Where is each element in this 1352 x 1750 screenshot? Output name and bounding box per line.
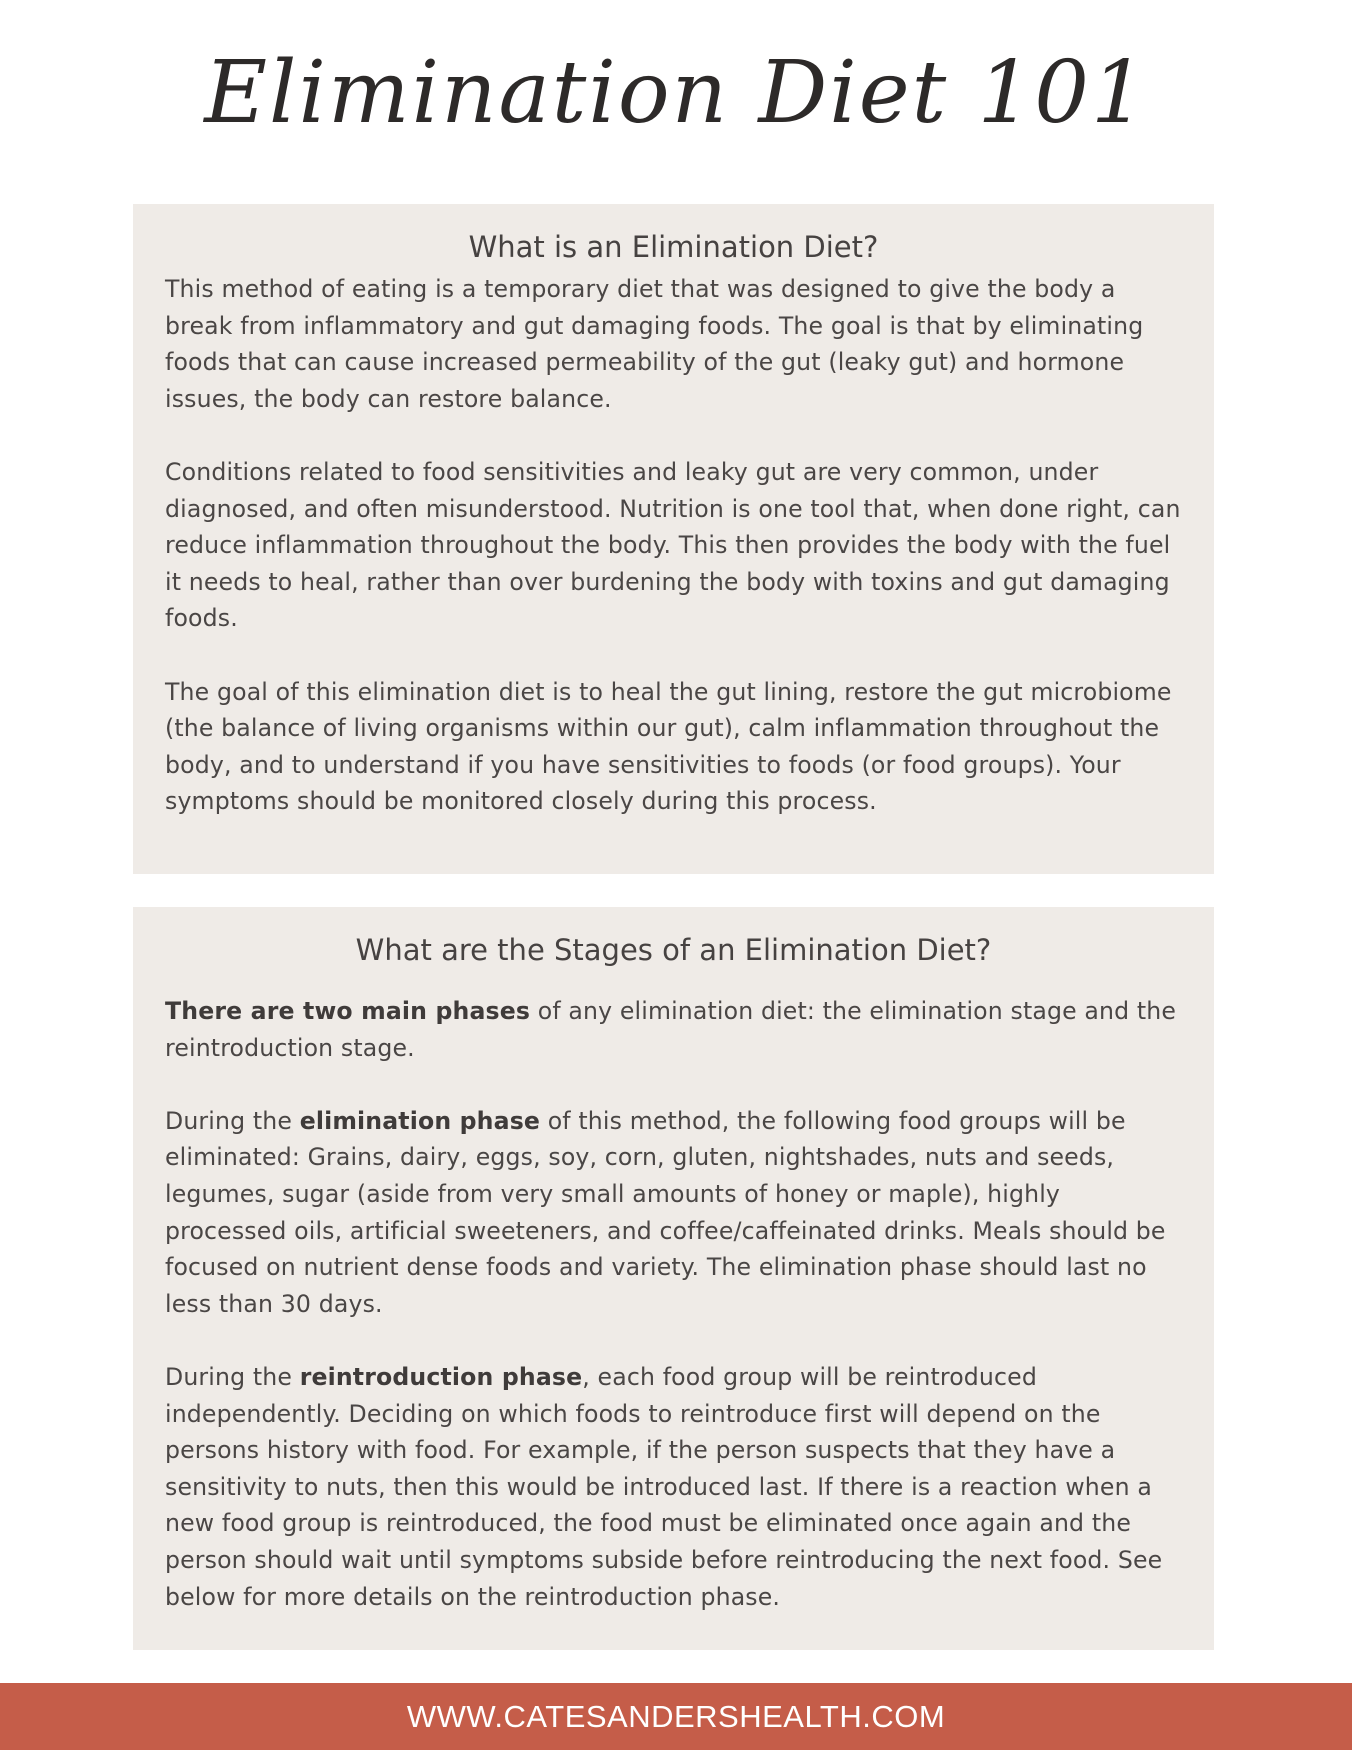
paragraph: This method of eating is a temporary diet that was designed to give the body a break from inflammatory and gut damaging foods. The goal is that by eliminating foods that can cause increased permeability of the gut (leaky gut) and hormone issues, the body can restore balance. [165,275,1144,413]
paragraph-text: of this method, the following food groups will be eliminated: Grains, dairy, eggs, soy, corn, gluten, nightshades, nuts and seeds, legumes, sugar (aside from very small amounts of honey or maple), highly processed oils, artificial sweeteners, and coffee/caffeinated drinks. Meals should be focused on nutrient dense foods and variety. The elimination phase should last no less than 30 days. [165,1106,1166,1318]
paragraph-text: During the [165,1106,300,1135]
paragraph [165,1359,1182,1615]
footer-banner [0,1683,1352,1750]
section-heading: What are the Stages of an Elimination Diet? [355,933,992,967]
paragraph [165,1103,1182,1323]
bold-phrase: elimination phase [299,1106,541,1135]
bold-phrase: There are two main phases [165,997,531,1025]
paragraph: The goal of this elimination diet is to heal the gut lining, restore the gut microbiome (the balance of living organisms within our gut), calm inflammation throughout the body, and to understand if you have sensitivities to foods (or food groups). Your symptoms should be monitored closely during this process. [165,677,1172,816]
page-title: Elimination Diet 101 [204,43,1148,143]
paragraph: Conditions related to food sensitivities and leaky gut are very common, under diagnosed, and often misunderstood. Nutrition is one tool that, when done right, can reduce inflammation throughout the body. This then provides the body with the fuel it needs to heal, rather than over burdening the body with toxins and gut damaging foods. [165,457,1181,633]
bold-phrase: reintroduction phase [299,1362,583,1391]
stages-section [133,907,1214,1650]
website-link[interactable]: WWW.CATESANDERSHEALTH.COM [406,1699,946,1734]
paragraph [165,993,1182,1066]
paragraph-text: During the [165,1362,300,1391]
section-heading: What is an Elimination Diet? [468,230,879,264]
what-is-section [133,204,1214,874]
paragraph-text: of any elimination diet: the elimination stage and the reintroduction stage. [165,997,1177,1062]
paragraph-text: , each food group will be reintroduced independently. Deciding on which foods to reintroduce first will depend on the persons history with food. For example, if the person suspects that they have a sensitivity to nuts, then this would be introduced last. If there is a reaction when a new food group is reintroduced, the food must be eliminated once again and the person should wait until symptoms subside before reintroducing the next food. See below for more details on the reintroduction phase. [165,1362,1163,1611]
